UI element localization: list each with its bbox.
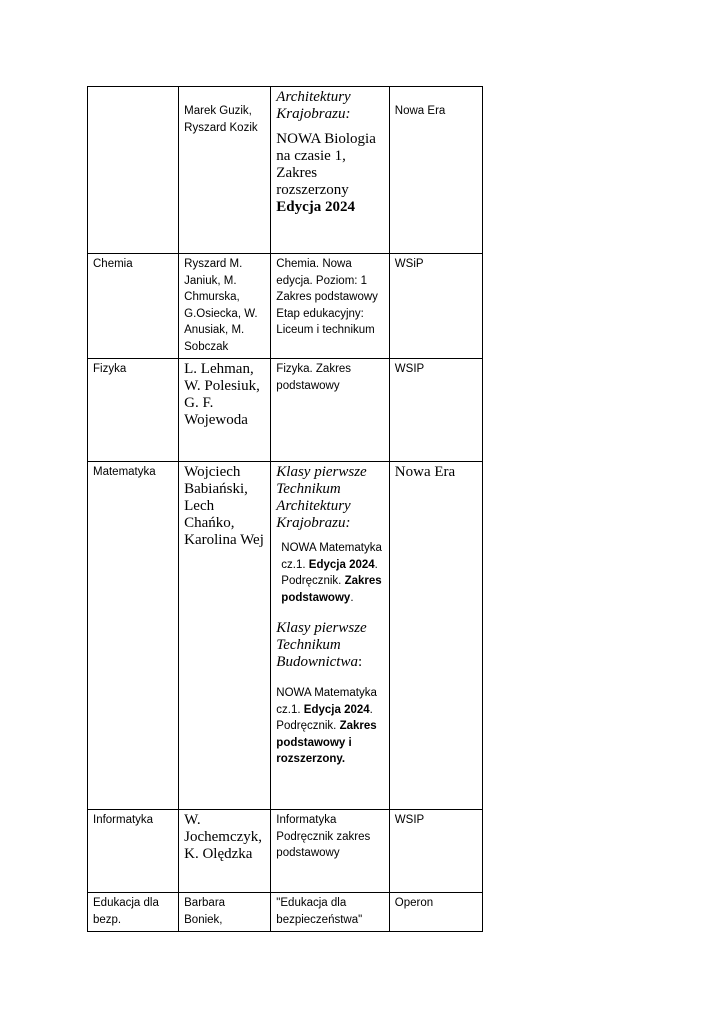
publisher-cell: WSIP xyxy=(389,359,482,462)
subject-cell: Matematyka xyxy=(88,462,179,810)
publisher-cell: Operon xyxy=(389,893,482,932)
authors-cell: Ryszard M. Janiuk, M. Chmurska, G.Osiecka, W. Anusiak, M. Sobczak xyxy=(179,254,271,359)
authors-cell: Marek Guzik, Ryszard Kozik xyxy=(179,87,271,254)
book-title: NOWA Matematyka cz.1. Edycja 2024. Podręcznik. Zakres podstawowy i rozszerzony. xyxy=(276,687,377,765)
publisher-cell: WSIP xyxy=(389,810,482,893)
subject-cell: Edukacja dla bezp. xyxy=(88,893,179,932)
publisher-cell: Nowa Era xyxy=(389,87,482,254)
subject-cell: Informatyka xyxy=(88,810,179,893)
textbook-table xyxy=(87,86,483,932)
title-cell: Informatyka Podręcznik zakres podstawowy xyxy=(271,810,390,893)
publisher-cell: Nowa Era xyxy=(389,462,482,810)
subject-cell: Fizyka xyxy=(88,359,179,462)
authors-cell: L. Lehman, W. Polesiuk, G. F. Wojewoda xyxy=(179,359,271,462)
table-row xyxy=(88,359,483,462)
authors-cell: Barbara Boniek, xyxy=(179,893,271,932)
title-cell: Fizyka. Zakres podstawowy xyxy=(271,359,390,462)
edition-label: Edycja 2024 xyxy=(276,199,356,215)
book-title: NOWA Biologia na czasie 1, Zakres rozszerzony xyxy=(276,131,376,198)
title-cell: "Edukacja dla bezpieczeństwa" xyxy=(271,893,390,932)
class-group-heading: Architektury Krajobrazu: xyxy=(276,89,351,122)
title-cell: Chemia. Nowa edycja. Poziom: 1 Zakres podstawowy Etap edukacyjny: Liceum i technikum xyxy=(271,254,390,359)
class-group-heading: Klasy pierwsze Technikum Architektury Krajobrazu: xyxy=(276,464,367,531)
subject-cell xyxy=(88,87,179,254)
authors-cell: Wojciech Babiański, Lech Chańko, Karolina Wej xyxy=(179,462,271,810)
authors-cell: W. Jochemczyk, K. Olędzka xyxy=(179,810,271,893)
table-row xyxy=(88,87,483,254)
class-group-heading: Klasy pierwsze Technikum Budownictwa: xyxy=(276,620,367,670)
subject-cell: Chemia xyxy=(88,254,179,359)
publisher-cell: WSiP xyxy=(389,254,482,359)
table-row xyxy=(88,893,483,932)
title-cell xyxy=(271,462,390,810)
title-cell xyxy=(271,87,390,254)
table-row xyxy=(88,254,483,359)
table-row xyxy=(88,810,483,893)
book-title: NOWA Matematyka cz.1. Edycja 2024. Podręcznik. Zakres podstawowy. xyxy=(281,542,382,604)
table-row xyxy=(88,462,483,810)
